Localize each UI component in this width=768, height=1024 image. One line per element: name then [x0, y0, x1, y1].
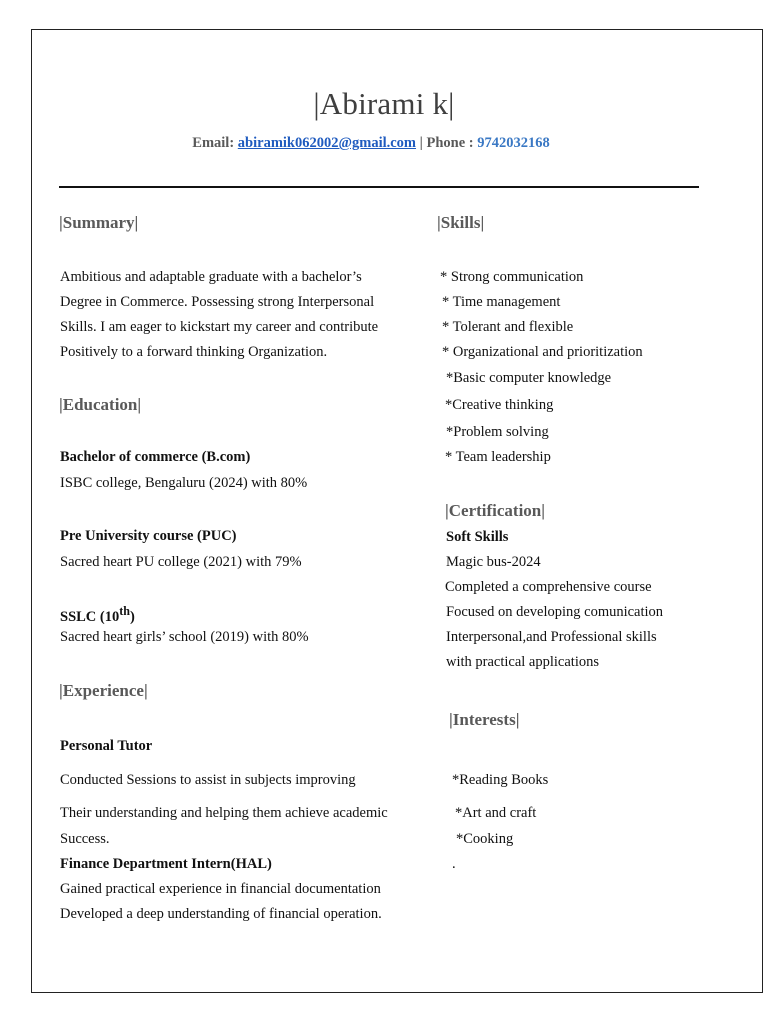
skill-item: *Basic computer knowledge [446, 370, 612, 386]
experience-heading: |Experience| [59, 681, 148, 700]
summary-line: Positively to a forward thinking Organization. [60, 344, 328, 360]
certification-line: Focused on developing comunication [446, 604, 664, 620]
skill-item: *Creative thinking [445, 397, 554, 413]
page-border [31, 29, 763, 993]
interests-trailing-dot: . [452, 856, 456, 872]
education-detail: ISBC college, Bengaluru (2024) with 80% [60, 475, 308, 491]
job-line: Success. [60, 831, 110, 847]
skill-item: * Tolerant and flexible [442, 319, 574, 335]
resume-name: |Abirami k| [313, 86, 455, 121]
contact-separator: | [419, 135, 423, 151]
certification-line: Completed a comprehensive course [445, 579, 652, 595]
job-line: Their understanding and helping them achieve academic [60, 805, 388, 821]
interest-item: *Art and craft [455, 805, 537, 821]
certification-line: Interpersonal,and Professional skills [446, 629, 657, 645]
job-title: Finance Department Intern(HAL) [60, 856, 272, 872]
skill-item: * Time management [442, 294, 561, 310]
certification-heading: |Certification| [445, 501, 546, 520]
contact-line [0, 135, 742, 152]
skills-heading: |Skills| [437, 213, 485, 232]
job-line: Gained practical experience in financial documentation [60, 881, 381, 897]
certification-line: Magic bus-2024 [446, 554, 541, 570]
interest-item: *Cooking [456, 831, 514, 847]
interest-item: *Reading Books [452, 772, 549, 788]
certification-title: Soft Skills [446, 529, 509, 545]
summary-line: Skills. I am eager to kickstart my career and contribute [60, 319, 379, 335]
education-heading: |Education| [59, 395, 142, 414]
email-link[interactable]: abiramik062002@gmail.com [237, 135, 417, 151]
phone-value: 9742032168 [477, 135, 550, 151]
skill-item: *Problem solving [446, 424, 549, 440]
skill-item: * Strong communication [440, 269, 584, 285]
education-title: SSLC (10th) [60, 604, 135, 625]
education-detail: Sacred heart girls’ school (2019) with 80% [60, 629, 309, 645]
email-label: Email: [192, 135, 235, 151]
skill-item: * Team leadership [445, 449, 551, 465]
summary-heading: |Summary| [59, 213, 139, 232]
education-title-superscript: th [119, 604, 130, 618]
skill-item: * Organizational and prioritization [442, 344, 643, 360]
summary-line: Ambitious and adaptable graduate with a bachelor’s [60, 269, 362, 285]
interests-heading: |Interests| [449, 710, 520, 729]
job-title: Personal Tutor [60, 738, 153, 754]
header-divider [59, 186, 699, 188]
job-line: Conducted Sessions to assist in subjects improving [60, 772, 356, 788]
phone-label: Phone : [426, 135, 474, 151]
summary-line: Degree in Commerce. Possessing strong Interpersonal [60, 294, 375, 310]
education-detail: Sacred heart PU college (2021) with 79% [60, 554, 302, 570]
education-title: Pre University course (PUC) [60, 528, 237, 544]
certification-line: with practical applications [446, 654, 600, 670]
job-line: Developed a deep understanding of financial operation. [60, 906, 382, 922]
education-title: Bachelor of commerce (B.com) [60, 449, 251, 465]
